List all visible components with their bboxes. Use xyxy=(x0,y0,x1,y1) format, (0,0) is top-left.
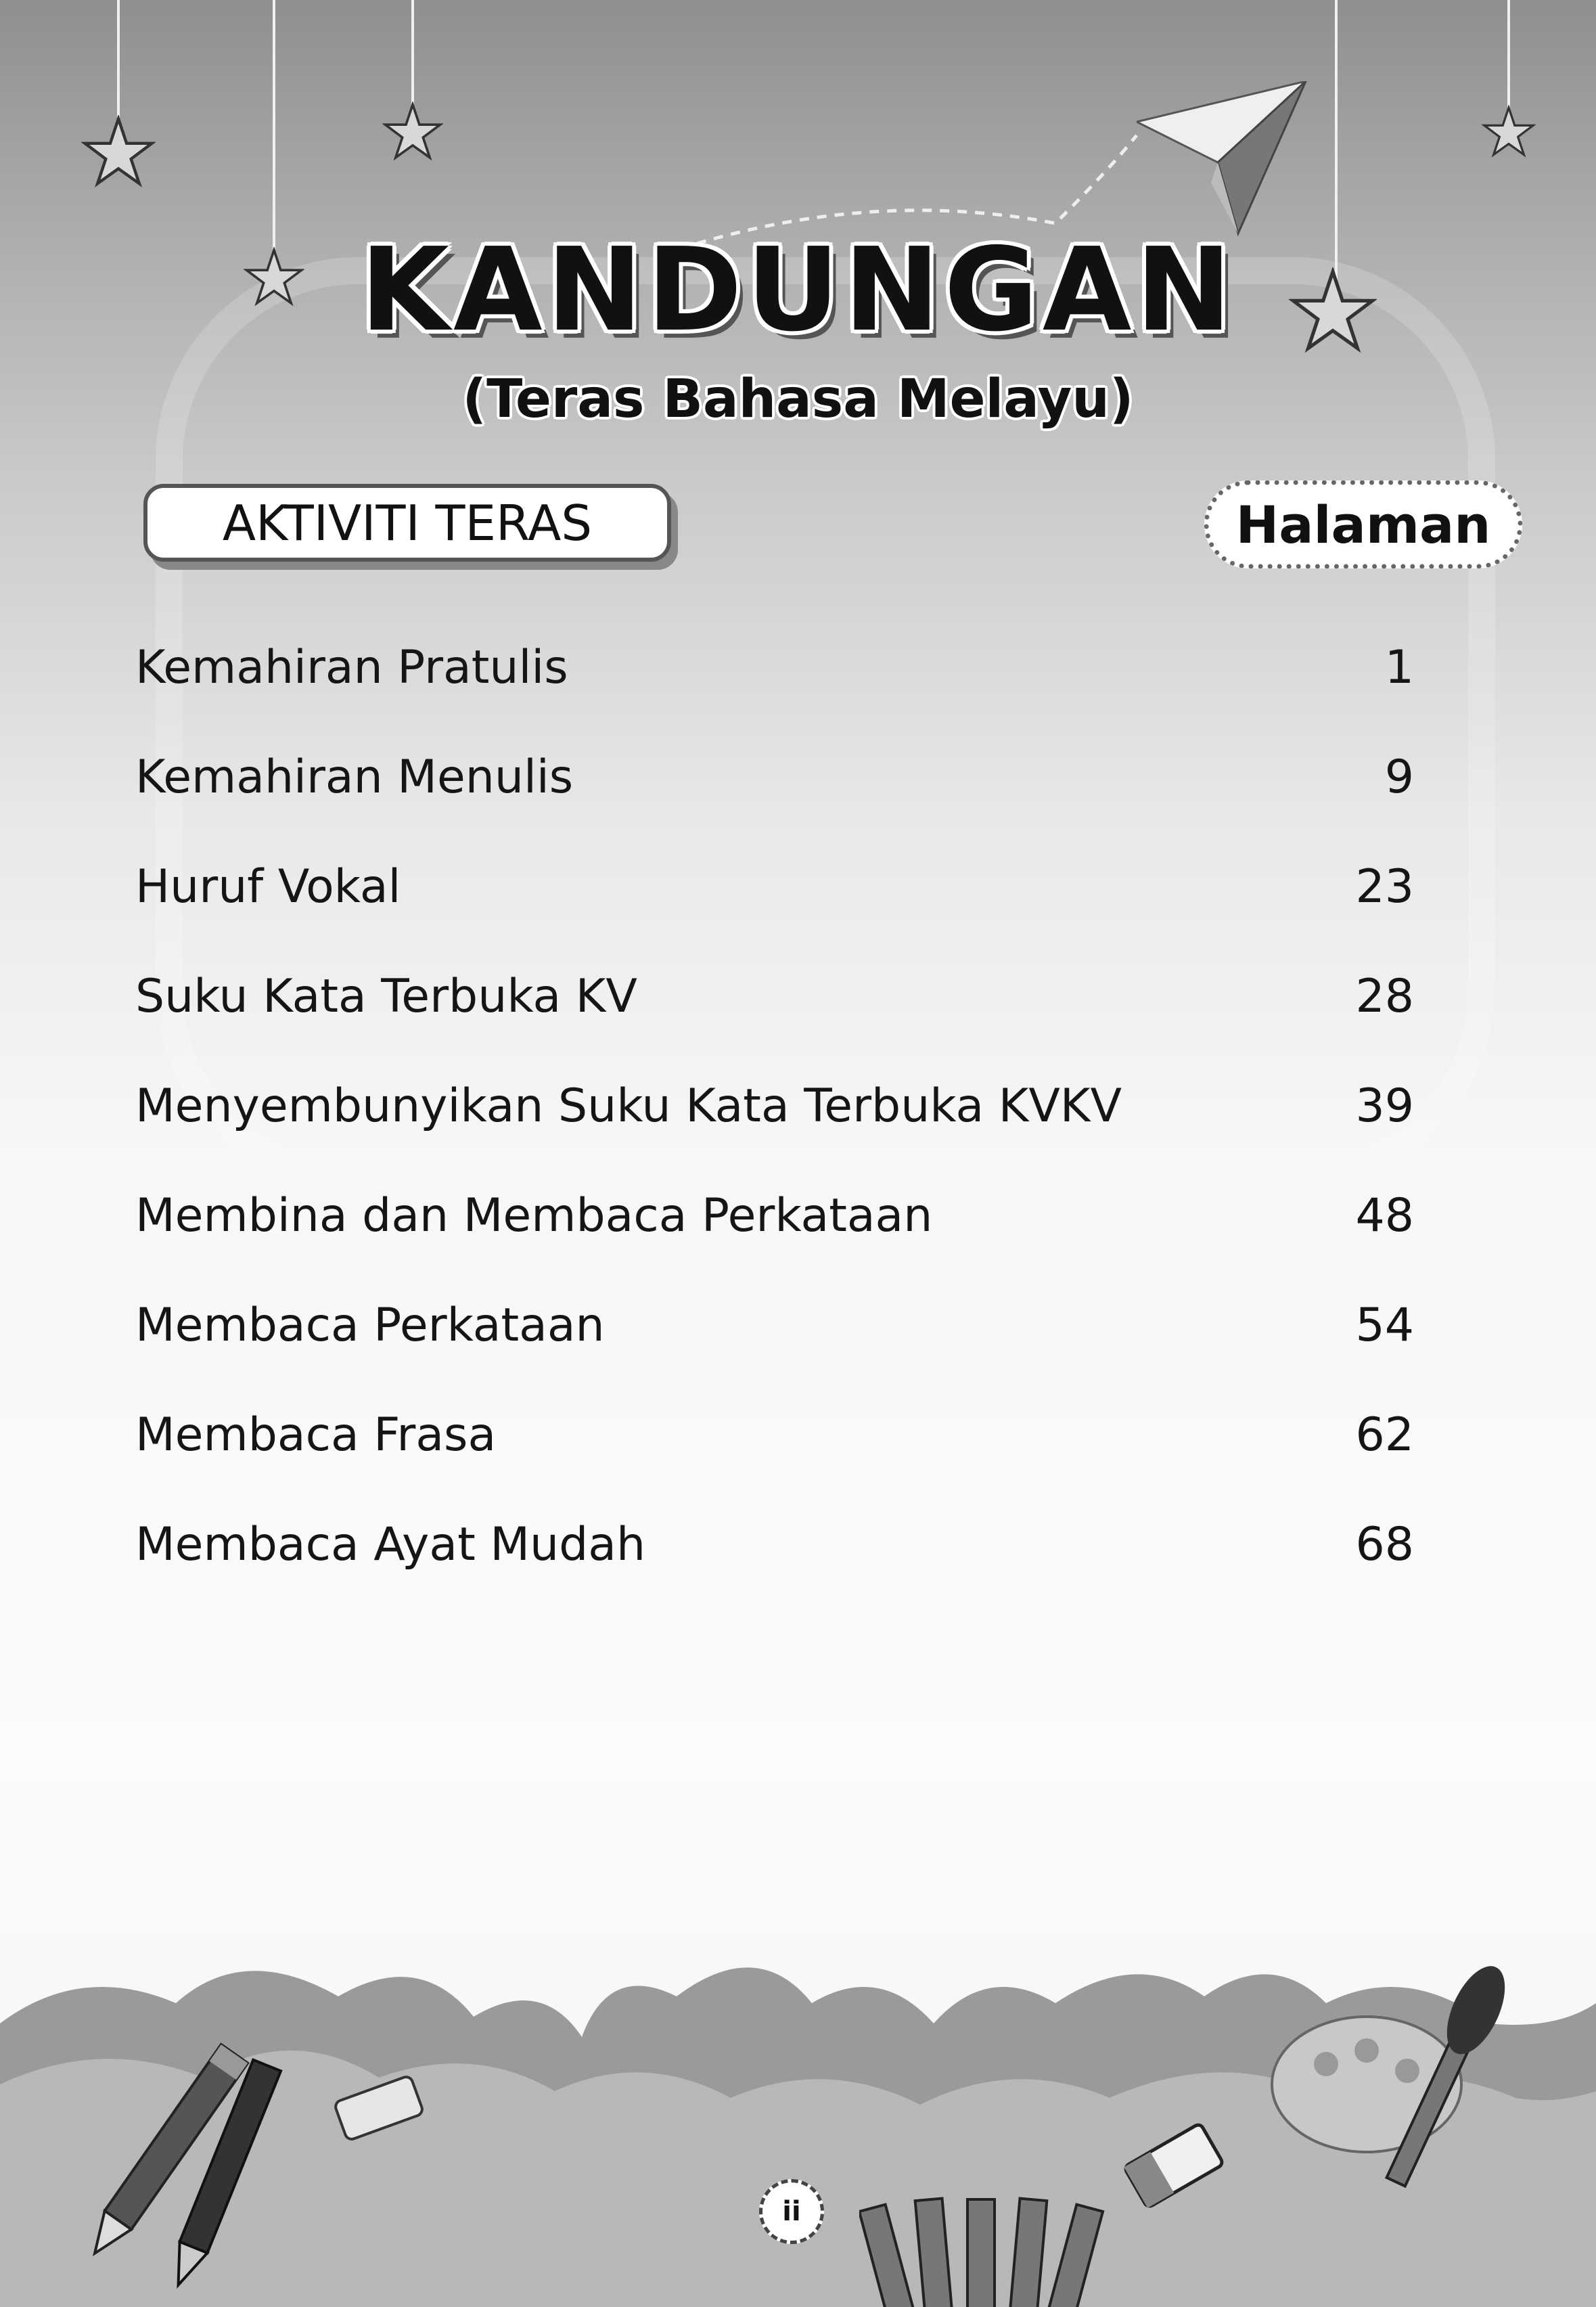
star-icon xyxy=(382,102,443,162)
toc-entry-page: 23 xyxy=(1355,859,1414,914)
paintbrush-icon xyxy=(1367,1949,1522,2206)
page-number-badge xyxy=(759,2179,824,2244)
crayon-icon xyxy=(859,2166,1116,2307)
page-column-label: Halaman xyxy=(1235,494,1491,555)
toc-entry-page: 28 xyxy=(1355,969,1414,1023)
toc-entry-page: 39 xyxy=(1355,1079,1414,1133)
star-icon xyxy=(1482,105,1536,159)
page-number: ii xyxy=(782,2196,801,2227)
section-label-box xyxy=(143,484,671,562)
toc-entry-title: Membaca Ayat Mudah xyxy=(135,1517,646,1571)
section-label: AKTIVITI TERAS xyxy=(222,494,593,552)
toc-row-suku-kata-terbuka-kv[interactable] xyxy=(135,941,1414,1051)
toc-entry-page: 68 xyxy=(1355,1517,1414,1571)
page-title: KANDUNGAN xyxy=(360,223,1236,357)
toc-entry-page: 1 xyxy=(1384,640,1414,694)
pencil-icon xyxy=(142,2057,304,2301)
eraser-icon xyxy=(1116,2118,1231,2213)
toc-row-kemahiran-pratulis[interactable] xyxy=(135,612,1414,722)
toc-row-menyembunyikan-suku-kata[interactable] xyxy=(135,1051,1414,1161)
eraser-icon xyxy=(332,2071,426,2145)
star-icon xyxy=(81,115,156,189)
toc-row-membaca-frasa[interactable] xyxy=(135,1380,1414,1490)
toc-row-kemahiran-menulis[interactable] xyxy=(135,722,1414,832)
toc-list xyxy=(135,612,1414,1599)
page-column-label-box xyxy=(1204,480,1522,568)
page-subtitle: (Teras Bahasa Melayu) xyxy=(462,369,1134,430)
toc-entry-title: Suku Kata Terbuka KV xyxy=(135,969,637,1023)
toc-entry-title: Kemahiran Pratulis xyxy=(135,640,568,694)
toc-row-membaca-ayat-mudah[interactable] xyxy=(135,1490,1414,1599)
toc-entry-page: 62 xyxy=(1355,1408,1414,1462)
toc-row-membina-dan-membaca[interactable] xyxy=(135,1161,1414,1270)
toc-entry-title: Huruf Vokal xyxy=(135,859,401,914)
toc-entry-page: 9 xyxy=(1384,750,1414,804)
toc-row-huruf-vokal[interactable] xyxy=(135,832,1414,941)
paper-plane-icon xyxy=(1137,81,1313,237)
toc-entry-page: 54 xyxy=(1355,1298,1414,1352)
toc-entry-title: Membina dan Membaca Perkataan xyxy=(135,1188,933,1242)
toc-row-membaca-perkataan[interactable] xyxy=(135,1270,1414,1380)
toc-entry-title: Membaca Frasa xyxy=(135,1408,497,1462)
toc-entry-title: Menyembunyikan Suku Kata Terbuka KVKV xyxy=(135,1079,1122,1133)
toc-entry-page: 48 xyxy=(1355,1188,1414,1242)
toc-entry-title: Kemahiran Menulis xyxy=(135,750,574,804)
toc-entry-title: Membaca Perkataan xyxy=(135,1298,605,1352)
